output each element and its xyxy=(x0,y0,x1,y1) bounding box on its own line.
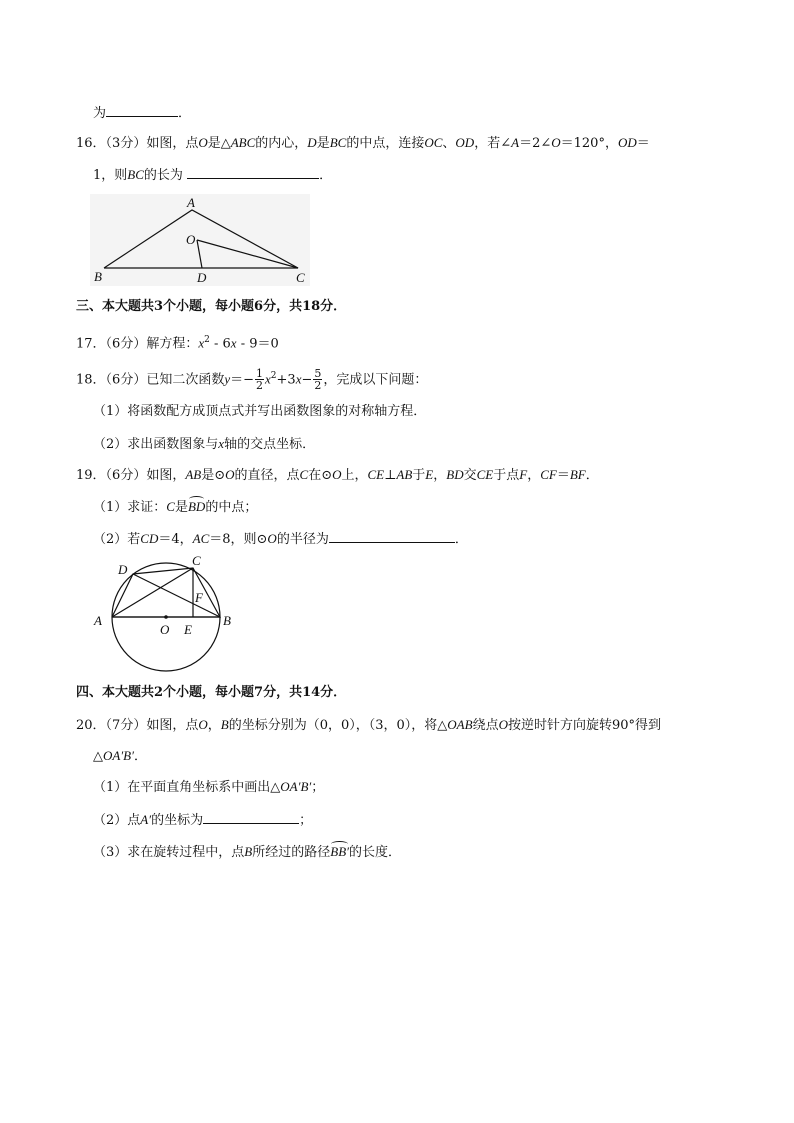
q20-part2: （2）点A′的坐标为 ； xyxy=(93,812,313,828)
answer-blank[interactable] xyxy=(203,810,299,824)
q20-part3: （3）求在旋转过程中，点B所经过的路径BB′的长度． xyxy=(93,844,401,860)
arc-bd: BD xyxy=(187,499,206,514)
q19-circle-figure xyxy=(90,554,240,678)
q17: 17．（6分）解方程：$x^2 - 6x - 9=0$ xyxy=(76,335,279,352)
section-4-heading: 四、本大题共2个小题，每小题7分，共14分． xyxy=(76,685,347,700)
label-c: C xyxy=(296,270,305,285)
q20-stem-line2: △OA′B′． xyxy=(93,748,147,764)
label-e: E xyxy=(184,622,192,637)
q16-line2: 1，则BC的长为 ． xyxy=(93,167,333,183)
triangle-diagram xyxy=(90,194,310,286)
label-d: D xyxy=(197,270,207,285)
q20-stem: 20．（7分）如图，点O，B的坐标分别为（0，0），（3，0），将△OAB绕点O按逆时针方向旋转90°得到 xyxy=(76,717,662,733)
q16-line1: 16．（3分）如图，点O是△ABC的内心，D是BC的中点，连接OC、OD，若∠A＝2∠O＝120°，OD＝ xyxy=(76,135,650,151)
label-o: O xyxy=(160,622,170,637)
label-b: B xyxy=(223,613,231,628)
answer-blank[interactable] xyxy=(106,103,178,117)
label-o: O xyxy=(186,232,196,247)
label-a: A xyxy=(94,613,102,628)
section-3-heading: 三、本大题共3个小题，每小题6分，共18分． xyxy=(76,299,347,314)
q20-part1: （1）在平面直角坐标系中画出△OA′B′； xyxy=(93,779,325,795)
q18-part1: （1）将函数配方成顶点式并写出函数图象的对称轴方程． xyxy=(93,404,427,419)
label-d: D xyxy=(118,562,128,577)
label-b: B xyxy=(94,269,102,284)
label-c: C xyxy=(192,554,201,568)
answer-blank[interactable] xyxy=(187,165,319,179)
q19-part2: （2）若CD＝4，AC＝8，则⊙O的半径为 ． xyxy=(93,531,468,547)
arc-bb-prime: BB′ xyxy=(330,844,349,859)
circle-diagram xyxy=(90,554,240,678)
answer-blank[interactable] xyxy=(329,529,455,543)
fraction-half: $\frac{1}{2}$ xyxy=(256,367,264,393)
q18-stem: 18．（6分）已知二次函数y＝− $\frac{1}{2}$ $x^2+3x-$ $\frac{5}{2}$ ，完成以下问题： xyxy=(76,367,428,393)
q16-triangle-figure xyxy=(90,194,310,286)
label-a: A xyxy=(187,195,195,210)
fraction-five-halves: $\frac{5}{2}$ xyxy=(314,367,322,393)
label-f: F xyxy=(195,590,203,605)
q15-tail: 为 ． xyxy=(93,103,191,123)
q19-part1: （1）求证：C是BD的中点； xyxy=(93,499,258,515)
q19-stem: 19．（6分）如图，AB是⊙O的直径，点C在⊙O上，CE⊥AB于E，BD交CE于点F，CF＝BF． xyxy=(76,467,599,483)
q18-part2: （2）求出函数图象与x轴的交点坐标． xyxy=(93,436,316,452)
